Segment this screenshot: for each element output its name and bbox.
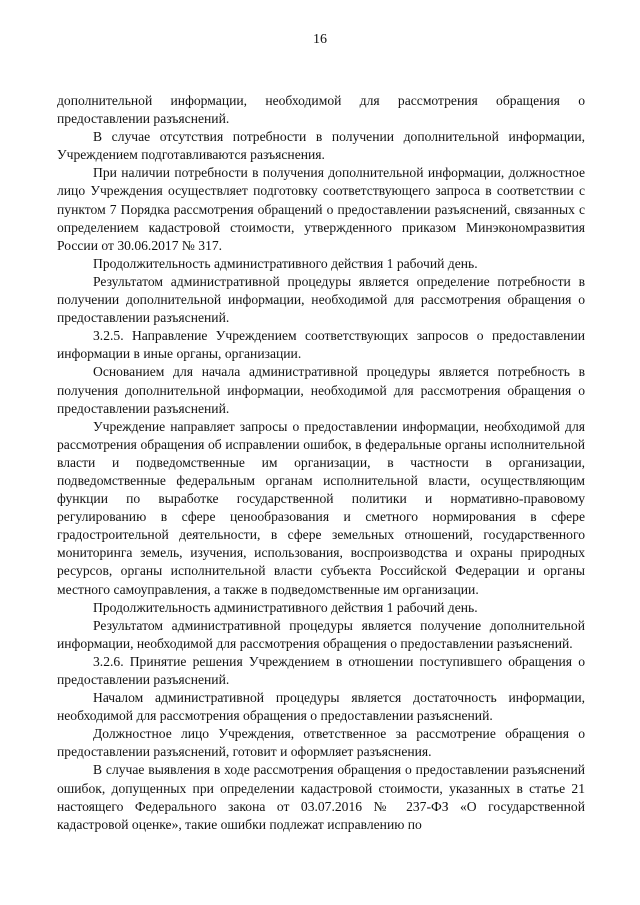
paragraph: Результатом административной процедуры является определение потребности в получении дополнительной информации, необходимой для рассмотрения обращения о предоставлении разъяснений. <box>57 273 585 326</box>
paragraph: Продолжительность административного действия 1 рабочий день. <box>93 599 478 615</box>
section-heading-3-2-6: 3.2.6. Принятие решения Учреждением в отношении поступившего обращения о предоставлении разъяснений. <box>57 653 585 687</box>
document-body <box>57 92 585 834</box>
page-number: 16 <box>313 32 327 47</box>
paragraph: В случае отсутствия потребности в получении дополнительной информации, Учреждением подготавливаются разъяснения. <box>57 129 585 163</box>
paragraph: Основанием для начала административной процедуры является потребность в получения дополнительной информации, необходимой для рассмотрения обращения о предоставлении разъяснений. <box>57 364 585 416</box>
paragraph: Продолжительность административного действия 1 рабочий день. <box>93 255 478 271</box>
paragraph: Началом административной процедуры является достаточность информации, необходимой для рассмотрения обращения о предоставлении разъяснений. <box>57 690 585 724</box>
paragraph: Должностное лицо Учреждения, ответственное за рассмотрение обращения о предоставлении разъяснений, готовит и оформляет разъяснения. <box>57 726 585 760</box>
paragraph: дополнительной информации, необходимой для рассмотрения обращения о предоставлении разъяснений. <box>57 93 585 127</box>
paragraph: Учреждение направляет запросы о предоставлении информации, необходимой для рассмотрения обращения об исправлении ошибок, в федеральные органы исполнительной власти и подведомственные им организации, в частности в организации, подведомственные федеральным органам исполнительной власти, осуществляющим функции по выработке государственной политики и нормативно-правовому регулированию в сфере ценообразования и сметного нормирования в сфере градостроительной деятельности, в сфере земельных отношений, государственного мониторинга земель, изучения, использования, воспроизводства и охраны природных ресурсов, органы исполнительной власти субъекта Российской Федерации и органы местного самоуправления, а также в подведомственные им организации. <box>57 418 585 597</box>
section-heading-3-2-5: 3.2.5. Направление Учреждением соответствующих запросов о предоставлении информации в иные органы, организации. <box>57 328 585 362</box>
paragraph: В случае выявления в ходе рассмотрения обращения о предоставлении разъяснений ошибок, допущенных при определении кадастровой стоимости, указанных в статье 21 настоящего Федерального закона от 03.07.2016 № 237-ФЗ «О государственной кадастровой оценке», такие ошибки подлежат исправлению по <box>57 762 585 832</box>
paragraph: При наличии потребности в получения дополнительной информации, должностное лицо Учреждения осуществляет подготовку соответствующего запроса в соответствии с пунктом 7 Порядка рассмотрения обращений о предоставлении разъяснений, связанных с определением кадастровой стоимости, утвержденного приказом Минэкономразвития России от 30.06.2017 № 317. <box>57 165 585 253</box>
paragraph: Результатом административной процедуры является получение дополнительной информации, необходимой для рассмотрения обращения о предоставлении разъяснений. <box>57 617 585 651</box>
